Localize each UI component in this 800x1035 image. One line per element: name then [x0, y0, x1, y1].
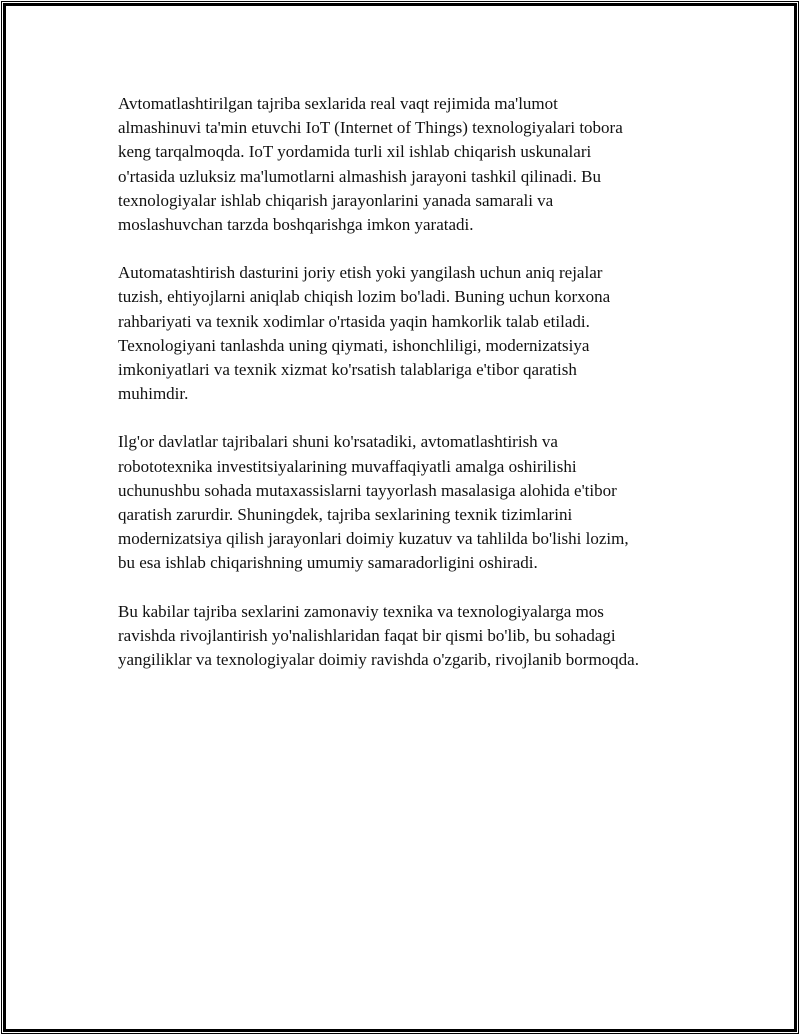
paragraph-3: Ilg'or davlatlar tajribalari shuni ko'rsatadiki, avtomatlashtirish va robototexnika investitsiyalarining muvaffaqiyatli amalga oshirilishi uchunushbu sohada mutaxassislarni tayyorlash masalasiga alohida e'tibor qaratish zarurdir. Shuningdek, tajriba sexlarining texnik tizimlarini modernizatsiya qilish jarayonlari doimiy kuzatuv va tahlilda bo'lishi lozim, bu esa ishlab chiqarishning umumiy samaradorligini oshiradi.	[118, 432, 629, 573]
paragraph-4: Bu kabilar tajriba sexlarini zamonaviy texnika va texnologiyalarga mos ravishda rivojlantirish yo'nalishlaridan faqat bir qismi bo'lib, bu sohadagi yangiliklar va texnologiyalar doimiy ravishda o'zgarib, rivojlanib bormoqda.	[118, 601, 639, 670]
paragraph-1: Avtomatlashtirilgan tajriba sexlarida real vaqt rejimida ma'lumot almashinuvi ta'min etuvchi IoT (Internet of Things) texnologiyalari tobora keng tarqalmoqda. IoT yordamida turli xil ishlab chiqarish uskunalari o'rtasida uzluksiz ma'lumotlarni almashish jarayoni tashkil qilinadi. Bu texnologiyalar ishlab chiqarish jarayonlarini yanada samarali va moslashuvchan tarzda boshqarishga imkon yaratadi.	[118, 94, 623, 235]
paragraph-2: Automatashtirish dasturini joriy etish yoki yangilash uchun aniq rejalar tuzish, ehtiyojlarni aniqlab chiqish lozim bo'ladi. Buning uchun korxona rahbariyati va texnik xodimlar o'rtasida yaqin hamkorlik talab etiladi. Texnologiyani tanlashda uning qiymati, ishonchliligi, modernizatsiya imkoniyatlari va texnik xizmat ko'rsatish talablariga e'tibor qaratish muhimdir.	[118, 263, 611, 404]
document-body	[118, 92, 688, 696]
